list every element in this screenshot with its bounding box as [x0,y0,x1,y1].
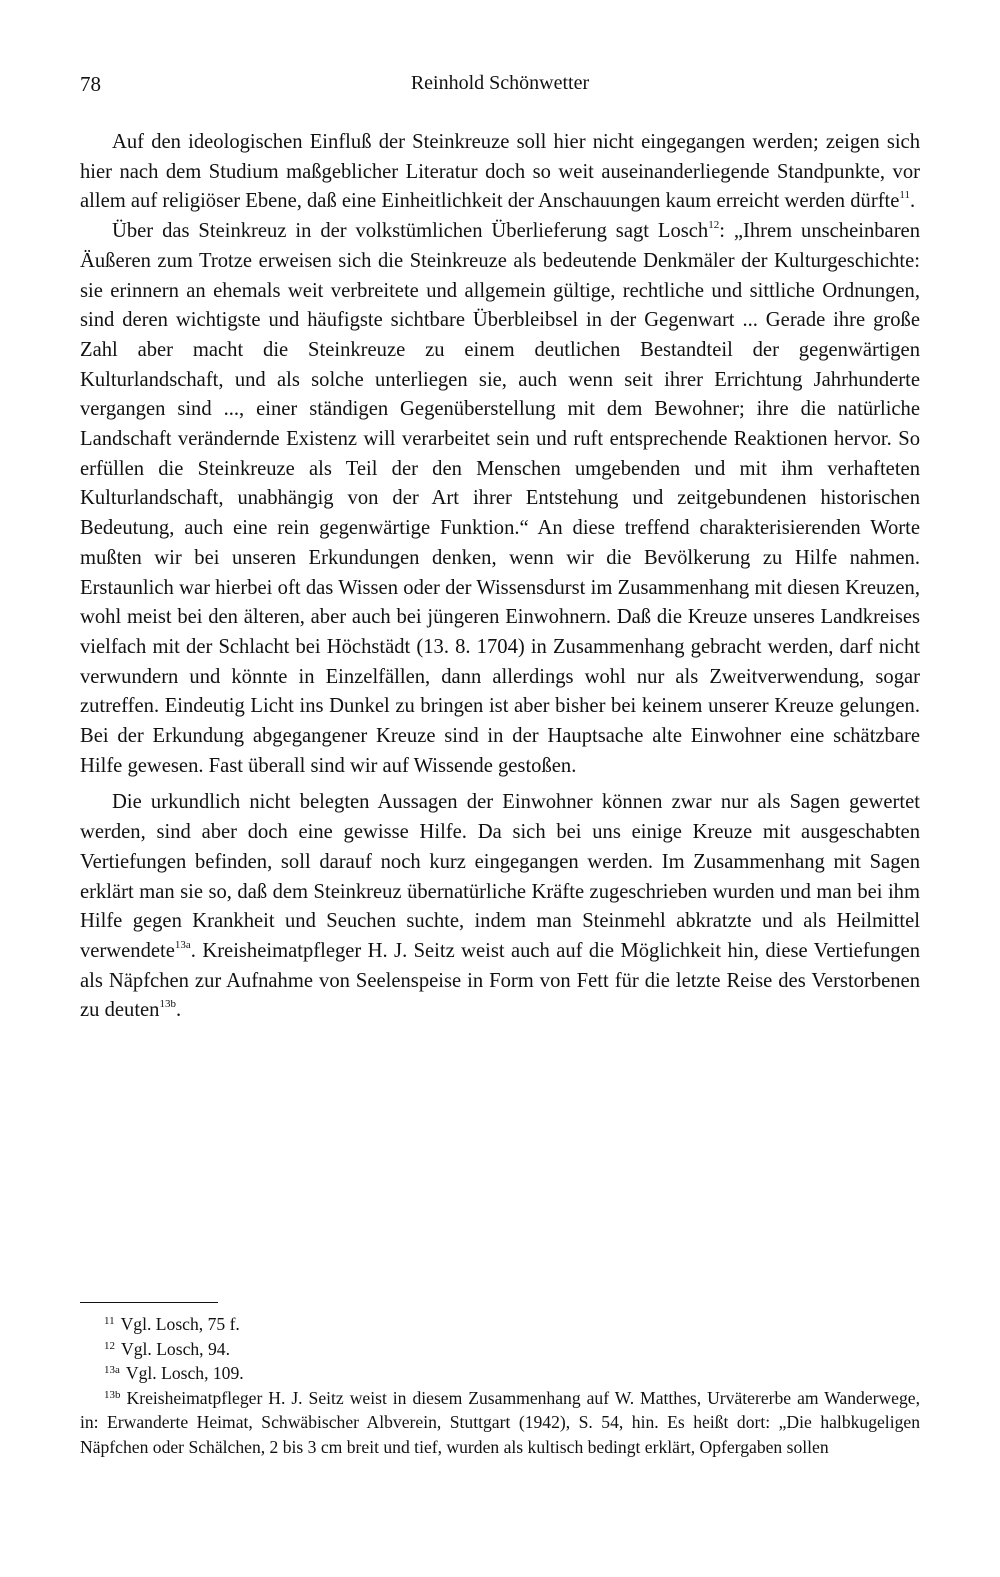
footnotes [80,1312,920,1460]
paragraph-2 [80,217,920,781]
paragraph-3 [80,788,920,1026]
footnote-text: Vgl. Losch, 109. [125,1363,244,1384]
running-head: Reinhold Schönwetter [410,72,590,94]
footnote-mark: 13b [104,1388,121,1401]
footnote-12 [80,1337,920,1362]
paragraph-1 [80,128,920,217]
paragraph-text: Die urkundlich nicht belegten Aussagen der Einwohner können zwar nur als Sagen gewertet werden, sind aber doch eine gewisse Hilfe. Da sich bei uns einige Kreuze mit ausgeschabten Vertiefungen befinden, soll darauf noch kurz eingegangen werden. Im Zusammenhang mit Sagen erklärt man sie so, daß dem Steinkreuz übernatürliche Kräfte zugeschrieben wurden und man bei ihm Hilfe gegen Krankheit und Seuchen suchte, indem man Steinmehl abkratzte und als Heilmittel verwendete [80,791,920,962]
paragraph-text: . [910,190,916,213]
paragraph-text: . [175,999,182,1022]
footnote-ref: 13b [159,998,176,1011]
footnote-mark: 12 [104,1339,115,1352]
footnote-text: Vgl. Losch, 94. [121,1338,230,1359]
footnote-text: Kreisheimatpfleger H. J. Seitz weist in diesem Zusammenhang auf W. Matthes, Urvätererbe am Wanderwege, in: Erwanderte Heimat, Schwäbischer Albverein, Stuttgart (1942), S. 54, hin. Es heißt dort: „Die halbkugeligen Näpfchen oder Schälchen, 2 bis 3 cm breit und tief, wurden als kultisch bedingt erklärt, Opfergaben sollen [80,1387,920,1457]
paragraph-text: . Kreisheimatpfleger H. J. Seitz weist auch auf die Möglichkeit hin, diese Vertiefungen als Näpfchen zur Aufnahme von Seelenspeise in Form von Fett für die letzte Reise des Verstorbenen zu deuten [80,939,920,1022]
paragraph-text: Auf den ideologischen Einfluß der Steinkreuze soll hier nicht eingegangen werden; zeigen sich hier nach dem Studium maßgeblicher Literatur doch so weit auseinanderliegende Standpunkte, vor allem auf religiöser Ebene, daß eine Einheitlichkeit der Anschauungen kaum erreicht werden dürfte [80,131,920,213]
paragraph-text: Über das Steinkreuz in der volkstümlichen Überlieferung sagt Losch [112,220,709,243]
footnote-ref: 13a [174,938,191,951]
footnote-13b [80,1386,920,1460]
footnote-11 [80,1312,920,1337]
page-number: 78 [80,72,101,96]
footnote-13a [80,1361,920,1386]
footnote-divider [80,1302,218,1303]
footnote-ref: 12 [708,219,720,232]
footnote-mark: 13a [104,1364,120,1377]
footnote-mark: 11 [104,1315,115,1327]
paragraph-text: : „Ihrem unscheinbaren Äußeren zum Trotze erweisen sich die Steinkreuze als bedeutende Denkmäler der Kulturgeschichte: sie erinnern an ehemals weit verbreitete und allgemein gültige, rechtliche und sittliche Ordnungen, sind deren wichtigste und häufigste sichtbare Überbleibsel in der Gegenwart ... Gerade ihre große Zahl aber macht die Steinkreuze zu einem deutlichen Bestandteil der gegenwärtigen Kulturlandschaft, und als solche unterliegen sie, auch wenn seit ihrer Errichtung Jahrhunderte vergangen sind ..., einer ständigen Gegenüberstellung mit dem Bewohner; ihre die natürliche Landschaft verändernde Existenz will verarbeitet sein und ruft entsprechende Reaktionen hervor. So erfüllen die Steinkreuze als Teil der den Menschen umgebenden und mit ihm verhafteten Kulturlandschaft, unabhängig von der Art ihrer Entstehung und zeitgebundenen historischen Bedeutung, auch eine rein gegenwärtige Funktion.“ An diese treffend charakterisierenden Worte mußten wir bei unseren Erkundungen denken, wenn wir die Bevölkerung zu Hilfe nahmen. Erstaunlich war hierbei oft das Wissen oder der Wissensdurst im Zusammenhang mit diesen Kreuzen, wohl meist bei den älteren, aber auch bei jüngeren Einwohnern. Daß die Kreuze unseres Landkreises vielfach mit der Schlacht bei Höchstädt (13. 8. 1704) in Zusammenhang gebracht werden, darf nicht verwundern und könnte in Einzelfällen, dann allerdings wohl nur als Zweitverwendung, sogar zutreffen. Eindeutig Licht ins Dunkel zu bringen ist aber bisher bei keinem unserer Kreuze gelungen. Bei der Erkundung abgegangener Kreuze sind in der Hauptsache alte Einwohner eine schätzbare Hilfe gewesen. Fast überall sind wir auf Wissende gestoßen. [80,220,920,777]
footnote-text: Vgl. Losch, 75 f. [120,1314,240,1334]
footnote-ref: 11 [899,189,911,202]
body-text [80,128,920,1026]
page-header [80,72,920,102]
